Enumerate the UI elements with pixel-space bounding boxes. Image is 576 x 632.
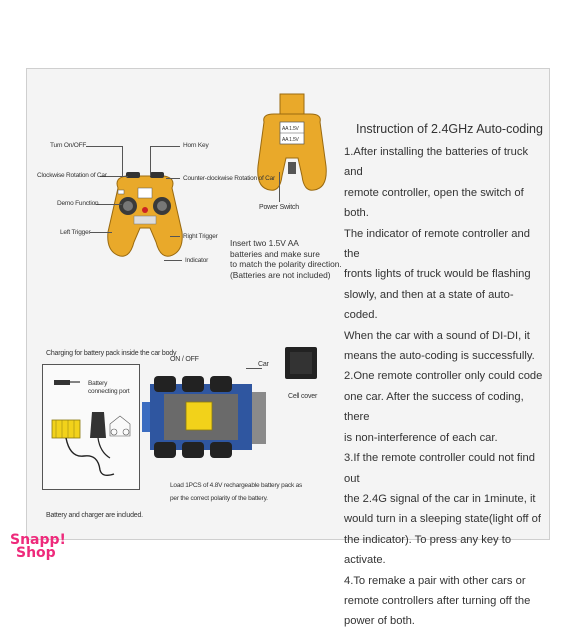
instruction-body — [344, 142, 546, 632]
leader-line — [246, 368, 262, 369]
instruction-title: Instruction of 2.4GHz Auto-coding — [356, 122, 543, 136]
instruction-line: 4.To remake a pair with other cars or — [344, 574, 526, 587]
instruction-line: means the auto-coding is successfully. — [344, 350, 535, 363]
label-battery-port-2: connecting port — [88, 388, 130, 395]
label-counter-clockwise-rotation: Counter-clockwise Rotation of Car — [183, 175, 276, 182]
instruction-line: remote controllers after turning off the — [344, 594, 531, 607]
leader-line — [170, 236, 180, 237]
instruction-line: slowly, and then at a state of auto-coded. — [344, 288, 514, 322]
car-illustration — [142, 368, 272, 464]
instruction-line: The indicator of remote controller and the — [344, 227, 530, 261]
instruction-line: power of both. — [344, 615, 415, 628]
label-battery-port-1: Battery — [88, 380, 108, 387]
leader-line — [150, 146, 151, 176]
brand-logo — [10, 534, 66, 560]
instruction-line: is non-interference of each car. — [344, 431, 498, 444]
instruction-line: would turn in a sleeping state(light off of — [344, 513, 541, 526]
controller-front-illustration — [104, 170, 186, 260]
battery-label-top: AA 1.5V — [282, 126, 299, 132]
battery-note-line: (Batteries are not included) — [230, 269, 331, 280]
instruction-line: 1.After installing the batteries of truck and — [344, 146, 529, 179]
battery-label-bottom: AA 1.5V — [282, 137, 299, 143]
instruction-line: the 2.4G signal of the car in 1minute, it — [344, 492, 536, 505]
leader-line — [122, 146, 123, 176]
instruction-line: 3.If the remote controller could not find out — [344, 452, 535, 485]
instruction-line: the indicator). To press any key to activate. — [344, 533, 512, 567]
leader-line — [96, 204, 122, 205]
label-turn-on-off: Turn On/OFF — [50, 142, 87, 149]
label-left-trigger: Left Trigger — [60, 229, 91, 236]
label-load-battery-1: Load 1PCS of 4.8V rechargeable battery pack as — [170, 482, 303, 489]
label-horn-key: Horn Key — [183, 142, 209, 149]
leader-line — [279, 172, 280, 202]
instruction-line: When the car with a sound of DI-DI, it — [344, 329, 530, 342]
battery-note-line: batteries and make sure — [230, 248, 320, 259]
leader-line — [150, 146, 180, 147]
label-demo-function: Demo Function — [57, 200, 99, 207]
instruction-line: one car. After the success of coding, there — [344, 390, 524, 424]
label-indicator: Indicator — [185, 257, 209, 264]
instruction-line: remote controller, open the switch of both. — [344, 186, 524, 220]
label-cell-cover: Cell cover — [288, 393, 318, 400]
label-car: Car — [258, 361, 269, 368]
charging-footer: Battery and charger are included. — [46, 512, 143, 519]
cell-cover-illustration — [284, 346, 318, 380]
label-power-switch: Power Switch — [259, 204, 300, 211]
leader-line — [90, 232, 112, 233]
leader-line — [86, 146, 122, 147]
label-load-battery-2: per the correct polarity of the battery. — [170, 495, 268, 502]
brand-logo-line1: Snapp! — [10, 532, 66, 548]
instruction-line: 2.One remote controller only could code — [344, 370, 543, 383]
label-clockwise-rotation: Clockwise Rotation of Car — [37, 172, 107, 179]
battery-note-line: Insert two 1.5V AA — [230, 238, 299, 248]
battery-note — [230, 238, 350, 280]
label-right-trigger: Right Trigger — [183, 233, 218, 240]
leader-line — [166, 178, 180, 179]
instruction-line: fronts lights of truck would be flashing — [344, 268, 531, 281]
leader-line — [164, 260, 182, 261]
label-on-off: ON / OFF — [170, 356, 199, 363]
brand-logo-line2: Shop — [16, 545, 56, 561]
charging-title: Charging for battery pack inside the car body — [46, 350, 177, 357]
battery-note-line: to match the polarity direction. — [230, 259, 342, 269]
